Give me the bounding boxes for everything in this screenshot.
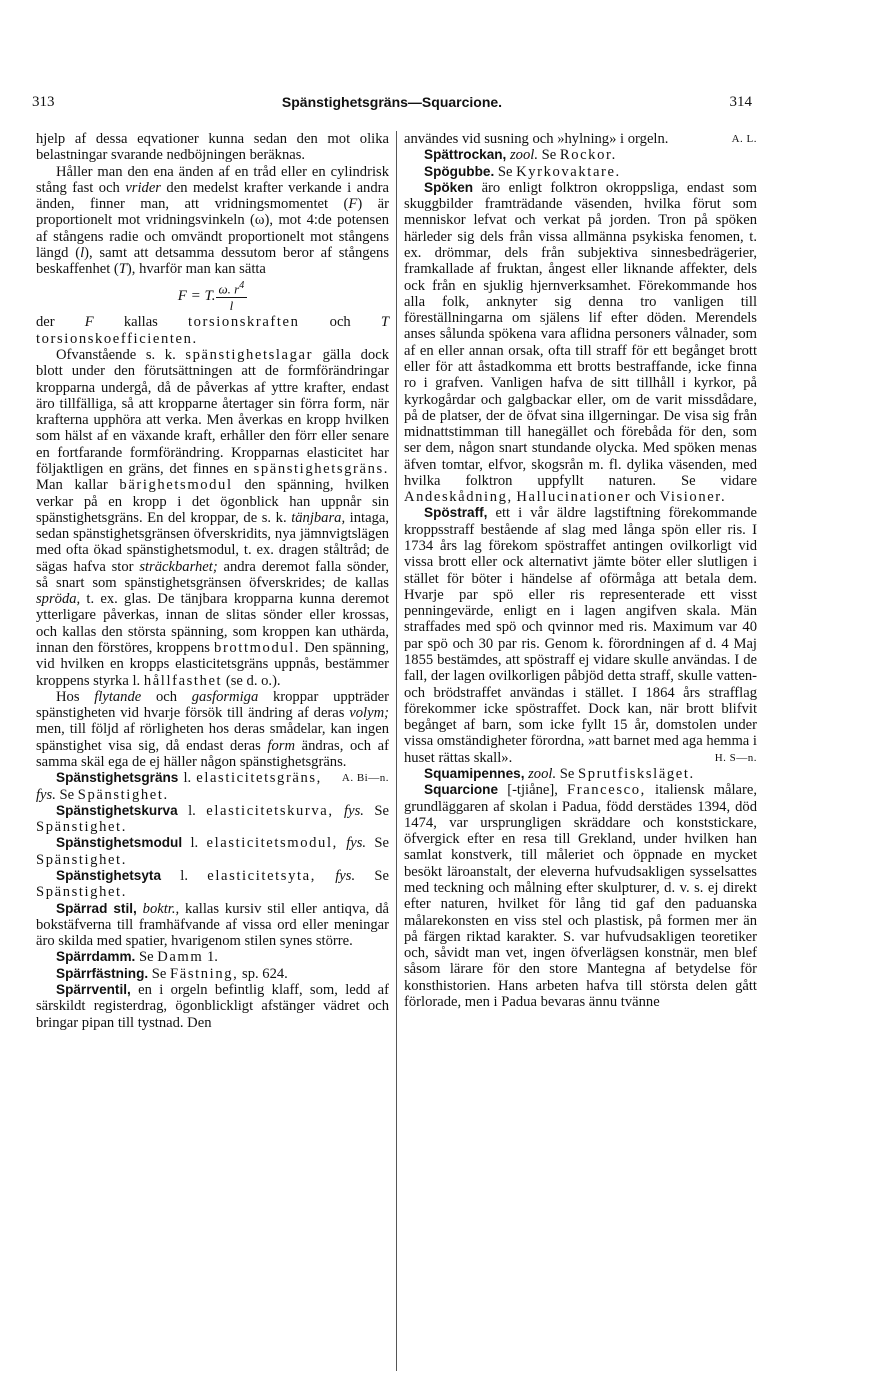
running-title: Spänstighetsgräns—Squarcione. xyxy=(281,94,503,110)
entry-headword: Spöstraff, xyxy=(424,505,488,521)
entry-sparrventil: Spärrventil, en i orgeln befintlig klaff, som, ledd af särskildt registerdrag, ögonblickligt afstänger vädret och bringar pipan till tystnad. Den xyxy=(36,981,389,1031)
entry-spanstighetsyta: Spänstighetsyta l. elasticitetsyta, fys. Se Spänstighet. xyxy=(36,867,390,901)
entry-sparrad-stil: Spärrad stil, boktr., kallas kursiv stil eller antiqva, då bokstäfverna till framhäfvande af vissa ord eller meningar äro skilda med spatier, hvarigenom stilen synes större. xyxy=(36,900,390,950)
entry-headword: Spögubbe. xyxy=(424,163,495,179)
page-number-right: 314 xyxy=(729,94,752,110)
author-signature: A. L. xyxy=(731,133,757,145)
entry-spanstighetsmodul: Spänstighetsmodul l. elasticitetsmodul, fys. Se Spänstighet. xyxy=(36,835,389,868)
entry-squamipennes: Squamipennes, zool. Se Sprutfisksläget. xyxy=(424,765,695,782)
entry-headword: Squarcione xyxy=(424,782,499,798)
entry-headword: Spänstighetsgräns xyxy=(56,770,179,786)
column-divider xyxy=(396,131,397,1371)
entry-headword: Spänstighetsmodul xyxy=(56,835,183,851)
left-column xyxy=(36,131,389,1371)
right-column xyxy=(404,131,757,1371)
entry-spattrockan: Spättrockan, zool. Se Rockor. xyxy=(424,147,617,164)
entry-spoken: Spöken äro enligt folktron okroppsliga, endast som skuggbilder framträdande väsenden, hvilka förut som menniskor lefvat och verkat på jorden. Tron på spöken härleder sig dels från vissa allmänna psykiska fenomen, t. ex. drömmar, dels från subjektiva sinnesbedrägerier, framkallade af fruktan, ångest eller liknande affekter, dels ock från en sjuklig hjernverksamhet. Förekommande hos alla folk, anknyter sig denna tro vanligen till föreställningarna om själens lif efter döden. Merendels anses sålunda spökena vara aflidna personers vålnader, som af en eller annan orsak, ofta till straff för ett begånget brott eller för att åstadkomma ett brotts bestraffande, icke finna ro i grafven. Vanligen hafva de sitt tillhåll i kyrkor, på kyrkogårdar och galgbackar eller, om de varit missdådare, på de platser, der de öfvat sina illgerningar. De visa sig från midnattstimman till hanegället och förebåda för den, som ser dem, någon snart stundande olycka. Med spöken menas äfven tomtar, elfvor, skogsrån m. fl. dylika väsenden, med hvilka folktron uppfyllt naturen. Se vidare Andeskådning, Hallucinationer och Visioner. xyxy=(404,179,757,506)
entry-sparrfastning: Spärrfästning. Se Fästning, sp. 624. xyxy=(56,965,288,982)
entry-squarcione: Squarcione [-tjiåne], Francesco, italiensk målare, grundläggaren af skolan i Padua, född derstädes 1394, död 1474, var ursprungligen skräddare och konststickare, öfvergick efter en resa till Grekland, under hvilken han samlat konstverk, till måleriet och öppnade en mycket besökt läroanstalt, der eleverna hufvudsakligen sysselsattes med teckning och målning efter skulpturer, d. v. s. ej direkt efter naturen, hvilket för lång tid gaf den paduanska målarekonsten en viss stel och plastisk, på formen mer än på färgen riktad karakter. S. var hufvudsakligen teoretiker och, såvidt man vet, ingen öfverlägsen konstnär, men blef såsom lärare för den store Mantegna af betydelse för konsthistorien. Hans arbeten hafva till största delen gått förlorade, men i Padua bevaras ännu tvänne xyxy=(404,782,757,1010)
entry-headword: Spöken xyxy=(424,179,474,195)
entry-spanstighetsgrans: Spänstighetsgräns l. elasticitetsgräns, fys. Se Spänstighet. xyxy=(36,770,322,803)
page-header xyxy=(32,94,752,112)
entry-spanstighetskurva: Spänstighetskurva l. elasticitetskurva, fys. Se Spänstighet. xyxy=(36,802,389,836)
entry-spostraff: Spöstraff, ett i vår äldre lagstiftning förekommande kroppsstraff bestående af slag med långa spön eller ris. I 1734 års lag förekom spöstraffet antingen ovilkorligt vid vissa brott eller ock alternativt jämte böter eller slutligen i stället för böter i händelse af oförmåga att betala dem. Hvarje par spö eller ris representerade ett visst penningevärde, enligt en i lagen angifven skala. Män straffades med spö och qvinnor med ris. Maximum var 40 par spö och 30 par ris. Genom k. förordningen af d. 4 Maj 1855 bestämdes, att spöstraff ej vidare skulle användas. I de fall, der lagen ovilkorligen påbjöd detta straff, skulle vatten- och brödstraffet användas i stället. I 1864 års strafflag förekommer icke spöstraffet. Dock kan, när brott blifvit begånget af barn, som icke fyllt 15 år, domstolen under vissa omständigheter förordna, »att barnet med aga hemma i huset rättas skall». H. S—n. xyxy=(404,505,757,766)
author-signature: A. Bi—n. xyxy=(341,772,389,785)
author-signature: H. S—n. xyxy=(714,751,757,764)
entry-spogubbe: Spögubbe. Se Kyrkovaktare. xyxy=(424,163,621,180)
paragraph-fluids: Hos flytande och gasformiga kroppar uppträder spänstigheten vid hvarje försök till ändring af deras volym; men, till följd af rörligheten hos deras smådelar, kan ingen spänstighet visa sig, då endast deras form ändras, och af samma skäl ega de ej häller någon spänstighetsgräns. A. Bi—n. xyxy=(36,689,389,770)
paragraph-torsion-terms: der F kallas torsionskraften och T torsionskoefficienten. xyxy=(36,314,389,347)
page-number-left: 313 xyxy=(32,94,55,110)
paragraph-continuation-right: användes vid susning och »hylning» i orgeln. A. L. xyxy=(404,131,757,147)
entry-headword: Squamipennes, xyxy=(424,765,525,781)
entry-headword: Spärrad stil, xyxy=(56,900,137,916)
entry-headword: Spärrdamm. xyxy=(56,949,136,965)
entry-headword: Spärrventil, xyxy=(56,981,131,997)
torsion-formula: F = T. $\frac{\omega. r^4}{l}$ xyxy=(36,278,389,315)
entry-sparrdamm: Spärrdamm. Se Damm 1. xyxy=(56,949,218,966)
paragraph-continuation: hjelp af dessa eqvationer kunna sedan den mot olika belastningar svarande nedböjningen beräknas. xyxy=(36,131,389,164)
paragraph-torsion: Håller man den ena änden af en tråd eller en cylindrisk stång fast och vrider den medelst krafter verkande i andra änden, finner man, att vridningsmomentet (F) är proportionelt mot vridningsvinkeln (ω), mot 4:de potensen af stångens radie och omvändt proportionelt mot stångens längd (l), samt att detsamma dessutom beror af stångens beskaffenhet (T), hvarför man kan sätta xyxy=(36,163,389,278)
entry-headword: Spänstighetsyta xyxy=(56,867,161,883)
formula-fraction: $\frac{\omega. r^4}{l}$ xyxy=(216,278,248,315)
entry-headword: Spättrockan, xyxy=(424,147,507,163)
entry-headword: Spärrfästning. xyxy=(56,965,149,981)
entry-headword: Spänstighetskurva xyxy=(56,802,178,818)
paragraph-elasticity-limit: Ofvanstående s. k. spänstighetslagar gälla dock blott under den förutsättningen att de formförändringar kropparna undergå, då de påverkas af yttre krafter, endast äro tillfälliga, så att kropparne återtager sin förra form, när krafterna upphöra att verka. Men åverkas en kropp hvilken som hälst af en växande kraft, erhåller den förr eller senare en fortfarande formförändring. Kropparnas elasticitet har följaktligen en gräns, det finnes en spänstighetsgräns. Man kallar bärighetsmodul den spänning, hvilken verkar på en kropp i det ögonblick han uppnår sin spänstighetsgräns. En del kroppar, de s. k. tänjbara, intaga, sedan spänstighetsgränsen öfverskridits, nya jämnvigtslägen med ofta ökad spänstighetsmodul, t. ex. dragen ståltråd; de sägas hafva stor sträckbarhet; andra deremot falla sönder, så snart som spänstighetsgränsen öfverskrides; de kallas spröda, t. ex. glas. De tänjbara kropparna kunna deremot ytterligare påverkas, innan de slitas sönder eller krossas, och kallas den största spänning, som kroppen kan uthärda, innan den förstöres, kroppens brottmodul. Den spänning, vid hvilken en kropps elasticitetsgräns uppnås, bestämmer kroppens styrka l. hållfasthet (se d. o.). xyxy=(36,346,389,689)
